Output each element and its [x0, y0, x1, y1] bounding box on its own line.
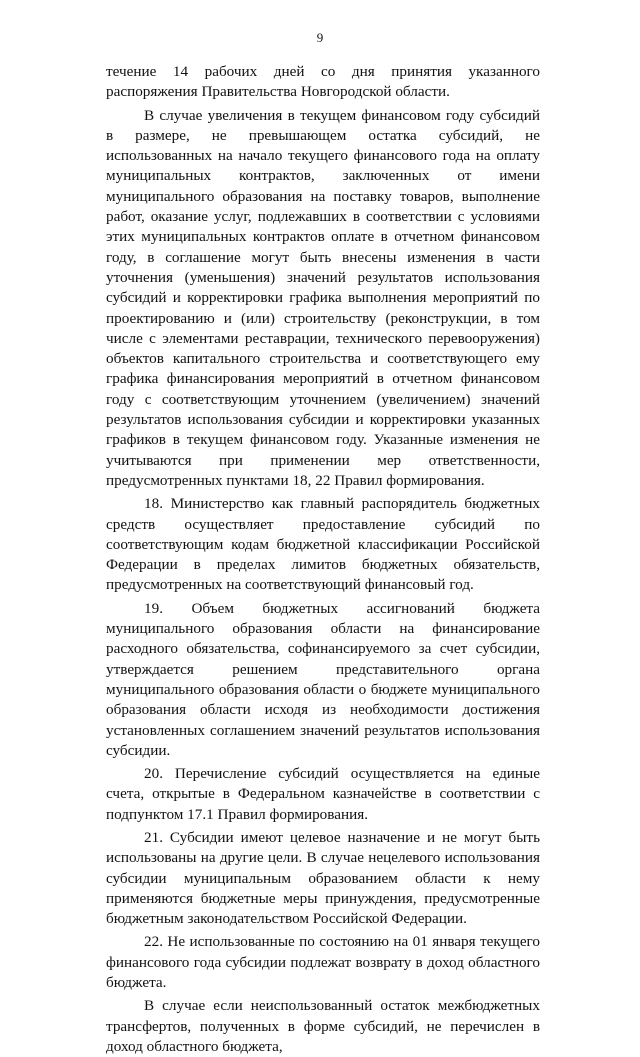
paragraph-item-22: 22. Не использованные по состоянию на 01 января текущего финансового года субсидии подлежат возврату в доход областного бюджета.: [106, 933, 540, 992]
paragraph-continuation: течение 14 рабочих дней со дня принятия указанного распоряжения Правительства Новгородской области.: [106, 63, 540, 101]
document-body: [106, 62, 540, 1057]
paragraph-subsidy-increase: В случае увеличения в текущем финансовом году субсидий в размере, не превышающем остатка субсидий, не использованных на начало текущего финансового года на оплату муниципальных контрактов, заключенных от имени муниципального образования на поставку товаров, выполнение работ, оказание услуг, подлежавших в соответствии с условиями этих муниципальных контрактов оплате в отчетном финансовом году, в соглашение могут быть внесены изменения в части уточнения (уменьшения) значений результатов использования субсидий и корректировки графика выполнения мероприятий по проектированию и (или) строительству (реконструкции, в том числе с элементами реставрации, технического перевооружения) объектов капитального строительства и соответствующего ему графика финансирования мероприятий в отчетном финансовом году с соответствующим уточнением (увеличением) значений результатов использования субсидии и корректировки указанных графиков в текущем финансовом году. Указанные изменения не учитываются при применении мер ответственности, предусмотренных пунктами 18, 22 Правил формирования.: [106, 106, 540, 489]
page-number: 9: [316, 30, 324, 45]
paragraph-unused-remainder: В случае если неиспользованный остаток межбюджетных трансфертов, полученных в форме субсидий, не перечислен в доход областного бюджета,: [106, 997, 540, 1055]
paragraph-item-19: 19. Объем бюджетных ассигнований бюджета муниципального образования области на финансирование расходного обязательства, софинансируемого за счет субсидии, утверждается решением представительного органа муниципального образования области о бюджете муниципального образования области исходя из необходимости достижения установленных соглашением значений результатов использования субсидии.: [106, 599, 540, 759]
paragraph-item-20: 20. Перечисление субсидий осуществляется на единые счета, открытые в Федеральном казначействе в соответствии с подпунктом 17.1 Правил формирования.: [106, 765, 540, 823]
paragraph-item-18: 18. Министерство как главный распорядитель бюджетных средств осуществляет предоставление субсидий по соответствующим кодам бюджетной классификации Российской Федерации в пределах лимитов бюджетных обязательств, предусмотренных на соответствующий финансовый год.: [106, 495, 540, 594]
paragraph-item-21: 21. Субсидии имеют целевое назначение и не могут быть использованы на другие цели. В случае нецелевого использования субсидии муниципальным образованием области к нему применяются бюджетные меры принуждения, предусмотренные бюджетным законодательством Российской Федерации.: [106, 828, 540, 928]
